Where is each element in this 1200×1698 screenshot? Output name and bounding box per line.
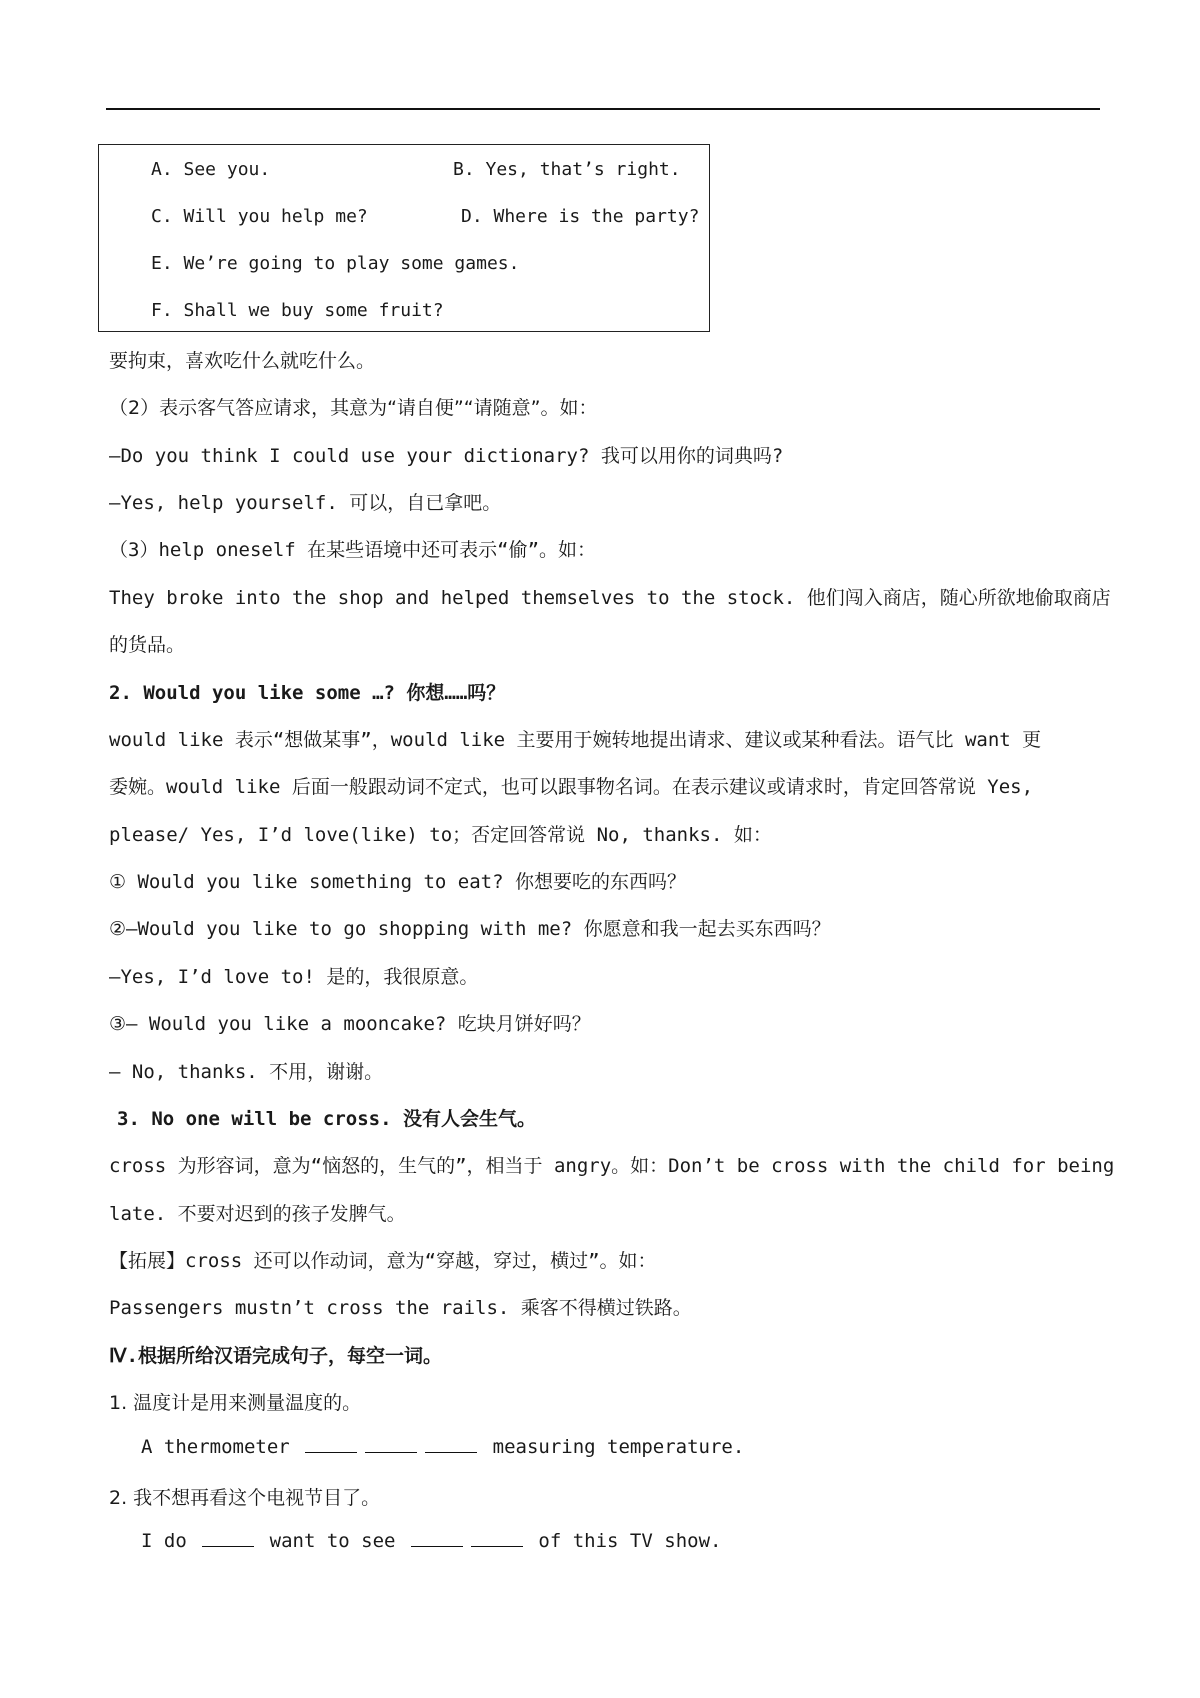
example-line: ②—Would you like to go shopping with me? 你愿意和我一起去买东西吗？ bbox=[109, 918, 831, 940]
example-line: ① Would you like something to eat? 你想要吃的东西吗？ bbox=[109, 871, 686, 893]
note-line: late. 不要对迟到的孩子发脾气。 bbox=[109, 1203, 406, 1225]
question-1-english bbox=[141, 1436, 744, 1458]
question-2-chinese: 2. 我不想再看这个电视节目了。 bbox=[109, 1487, 381, 1509]
option-a: A. See you. bbox=[151, 159, 271, 180]
option-d: D. Where is the party? bbox=[461, 206, 700, 227]
options-box bbox=[98, 144, 710, 332]
answer-blank[interactable] bbox=[411, 1530, 463, 1547]
note-line: They broke into the shop and helped themselves to the stock. 他们闯入商店，随心所欲地偷取商店 bbox=[109, 587, 1111, 609]
option-c: C. Will you help me? bbox=[151, 206, 368, 227]
note-line: 委婉。would like 后面一般跟动词不定式，也可以跟事物名词。在表示建议或请求时，肯定回答常说 Yes, bbox=[109, 776, 1034, 798]
answer-blank[interactable] bbox=[305, 1436, 357, 1453]
note-line: 【拓展】cross 还可以作动词，意为“穿越，穿过，横过”。如： bbox=[109, 1250, 657, 1272]
example-line: —Yes, I’d love to! 是的，我很原意。 bbox=[109, 966, 479, 988]
q2-text-start: I do bbox=[141, 1530, 187, 1552]
exercise-heading: Ⅳ.根据所给汉语完成句子，每空一词。 bbox=[109, 1345, 442, 1367]
q2-text-mid: want to see bbox=[269, 1530, 396, 1552]
note-line: 要拘束，喜欢吃什么就吃什么。 bbox=[109, 350, 376, 372]
note-line: please/ Yes, I’d love(like) to；否定回答常说 No, thanks. 如： bbox=[109, 824, 772, 846]
q1-text-end: measuring temperature. bbox=[492, 1436, 745, 1458]
option-f: F. Shall we buy some fruit? bbox=[151, 300, 444, 321]
answer-blank[interactable] bbox=[425, 1436, 477, 1453]
q2-text-end: of this TV show. bbox=[538, 1530, 722, 1552]
option-b: B. Yes, that’s right. bbox=[453, 159, 681, 180]
section-heading-2: 2. Would you like some …? 你想……吗？ bbox=[109, 682, 506, 704]
answer-blank[interactable] bbox=[471, 1530, 523, 1547]
note-line: （3）help oneself 在某些语境中还可表示“偷”。如： bbox=[109, 539, 597, 561]
section-heading-3: 3. No one will be cross. 没有人会生气。 bbox=[117, 1108, 536, 1130]
example-line: — No, thanks. 不用，谢谢。 bbox=[109, 1061, 384, 1083]
answer-blank[interactable] bbox=[365, 1436, 417, 1453]
note-line: 的货品。 bbox=[109, 634, 186, 656]
note-line: would like 表示“想做某事”，would like 主要用于婉转地提出请求、建议或某种看法。语气比 want 更 bbox=[109, 729, 1042, 751]
question-2-english bbox=[141, 1530, 721, 1552]
note-line: —Yes, help yourself. 可以，自已拿吧。 bbox=[109, 492, 502, 514]
example-line: ③— Would you like a mooncake? 吃块月饼好吗？ bbox=[109, 1013, 591, 1035]
note-line: —Do you think I could use your dictionary? 我可以用你的词典吗? bbox=[109, 445, 784, 467]
q1-text-start: A thermometer bbox=[141, 1436, 290, 1458]
note-line: （2）表示客气答应请求，其意为“请自便”“请随意”。如： bbox=[109, 397, 598, 419]
note-line: Passengers mustn’t cross the rails. 乘客不得横过铁路。 bbox=[109, 1297, 692, 1319]
header-rule bbox=[106, 108, 1100, 110]
answer-blank[interactable] bbox=[202, 1530, 254, 1547]
question-1-chinese: 1. 温度计是用来测量温度的。 bbox=[109, 1392, 362, 1414]
option-e: E. We’re going to play some games. bbox=[151, 253, 520, 274]
note-line: cross 为形容词，意为“恼怒的，生气的”，相当于 angry。如：Don’t be cross with the child for being bbox=[109, 1155, 1115, 1177]
